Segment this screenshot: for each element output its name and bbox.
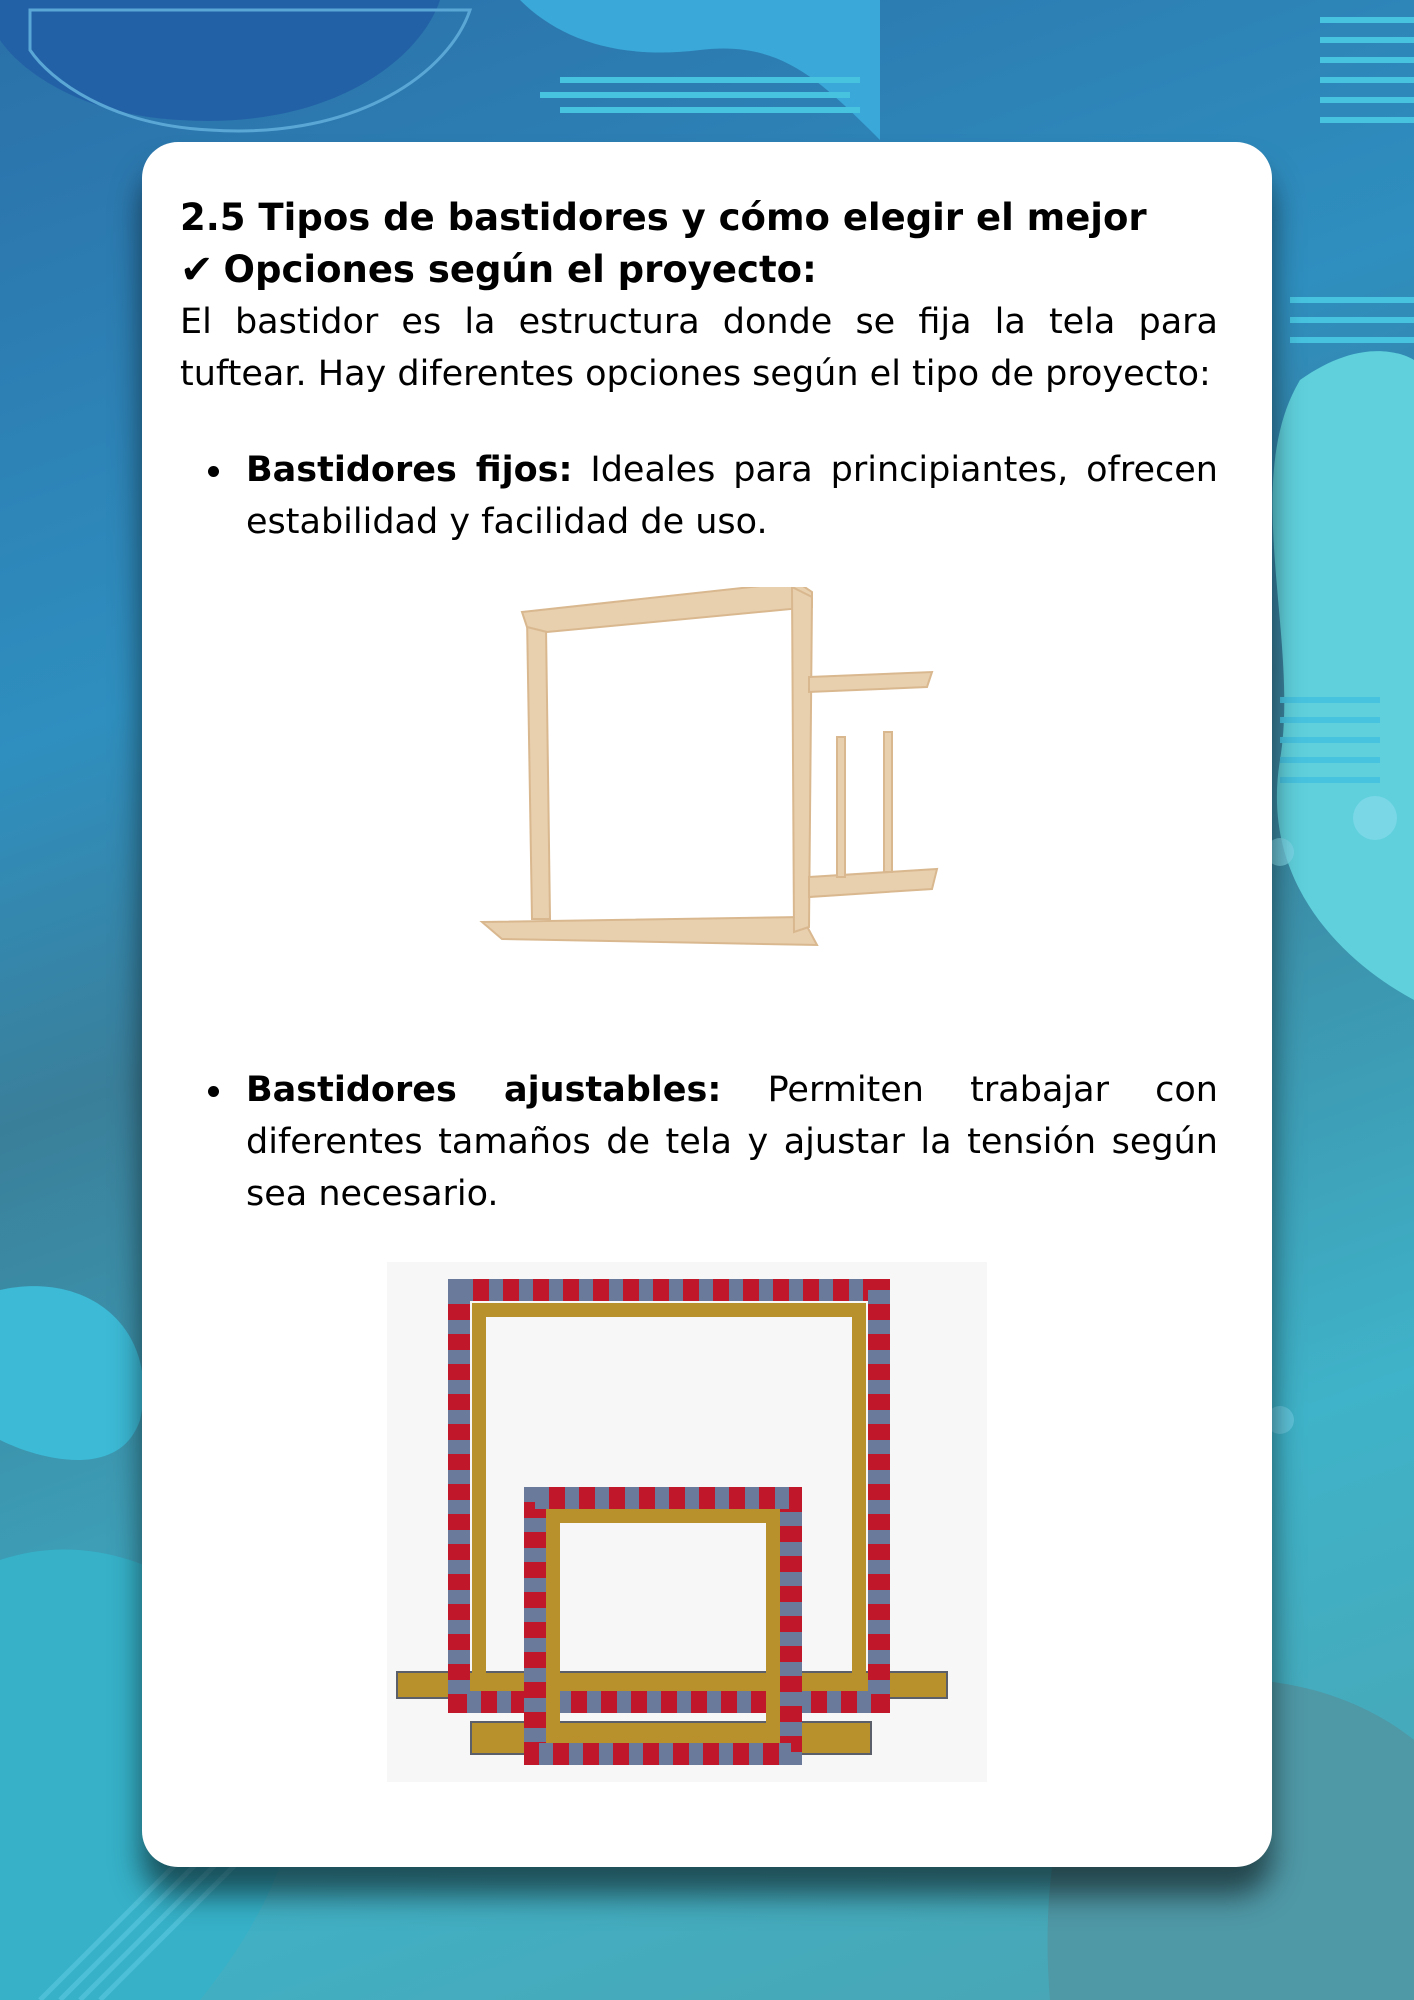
content-card xyxy=(142,142,1272,1867)
content-body xyxy=(180,192,1218,1214)
bullet-adjustable-frames xyxy=(180,1064,1218,1220)
bullet-dot-icon xyxy=(208,1086,219,1097)
subtitle-text: Opciones según el proyecto: xyxy=(223,248,817,291)
bullet-text: Ideales para principiantes, ofrecen estabilidad y facilidad de uso. xyxy=(246,450,1218,542)
bullet-fixed-frames xyxy=(180,444,1218,548)
bullet-term: Bastidores ajustables: xyxy=(246,1070,722,1110)
page-title: 2.5 Tipos de bastidores y cómo elegir el mejor xyxy=(180,196,1147,239)
checkmark-icon: ✔ xyxy=(180,247,214,293)
bullet-term: Bastidores fijos: xyxy=(246,450,573,490)
bullet-text: Permiten trabajar con diferentes tamaños de tela y ajustar la tensión según sea necesario. xyxy=(246,1070,1218,1214)
bullet-dot-icon xyxy=(208,466,219,477)
fixed-frame-illustration xyxy=(472,587,952,977)
intro-paragraph: El bastidor es la estructura donde se fija la tela para tuftear. Hay diferentes opciones según el tipo de proyecto: xyxy=(180,302,1218,394)
section-subtitle xyxy=(180,244,1218,296)
adjustable-frames-illustration xyxy=(387,1262,987,1782)
